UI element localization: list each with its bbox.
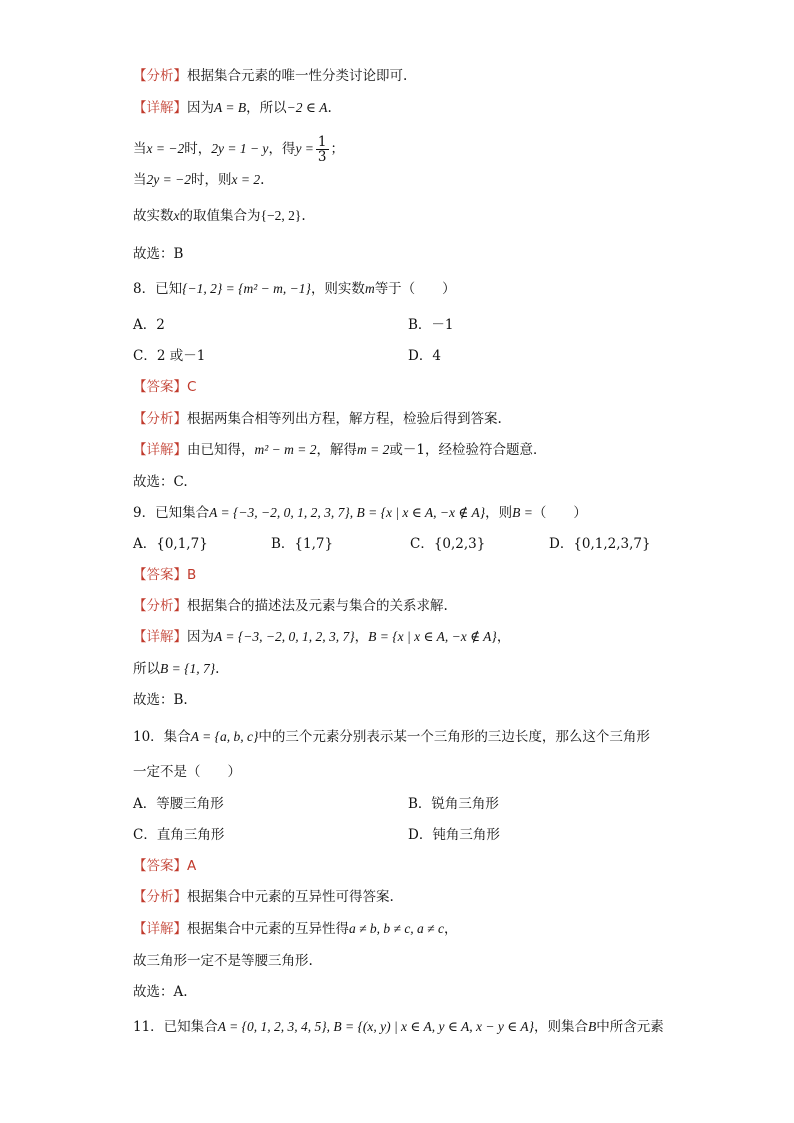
q8-analysis: 【分析】根据两集合相等列出方程，解方程，检验后得到答案. (133, 411, 502, 427)
analysis-tag: 【分析】 (133, 68, 187, 84)
q9-option-a: A．{0,1,7} (133, 536, 208, 552)
q9-option-c: C．{0,2,3} (410, 536, 486, 552)
q7-detail-3: 当2y = −2时，则x = 2. (133, 172, 265, 188)
q10-option-c: C．直角三角形 (133, 827, 225, 843)
answer-tag: 【答案】 (133, 567, 187, 583)
q9-detail: 【详解】因为A = {−3, −2, 0, 1, 2, 3, 7}，B = {x | x ∈ A, −x ∉ A}， (133, 629, 511, 645)
q7-detail-2: 当x = −2时，2y = 1 − y，得y = $\frac{1}{3}$ ； (133, 134, 345, 165)
detail-tag: 【详解】 (133, 921, 187, 937)
q7-analysis: 【分析】根据集合元素的唯一性分类讨论即可. (133, 68, 408, 84)
q8-option-a: A．2 (133, 317, 165, 333)
fraction: $\frac{1}{3}$ (317, 134, 327, 165)
q10-stem-line2: 一定不是（ ） (133, 764, 241, 780)
q8-choice: 故选：C. (133, 474, 188, 490)
q8-option-d: D．4 (408, 348, 441, 364)
analysis-tag: 【分析】 (133, 598, 187, 614)
q7-detail-4: 故实数x的取值集合为{−2, 2}. (133, 208, 306, 224)
q9-choice: 故选：B. (133, 692, 188, 708)
q10-option-a: A．等腰三角形 (133, 796, 224, 812)
answer-tag: 【答案】 (133, 379, 187, 395)
answer-tag: 【答案】 (133, 858, 187, 874)
detail-tag: 【详解】 (133, 442, 187, 458)
q10-choice: 故选：A. (133, 984, 188, 1000)
q8-option-b: B．－1 (408, 317, 454, 333)
detail-tag: 【详解】 (133, 100, 187, 116)
q10-answer: 【答案】A (133, 858, 197, 874)
q9-analysis: 【分析】根据集合的描述法及元素与集合的关系求解. (133, 598, 448, 614)
detail-tag: 【详解】 (133, 629, 187, 645)
q10-detail-2: 故三角形一定不是等腰三角形. (133, 953, 313, 969)
q10-stem: 10．集合A = {a, b, c}中的三个元素分别表示某一个三角形的三边长度，那么这个三角形 (133, 729, 650, 745)
q8-detail: 【详解】由已知得，m² − m = 2，解得m = 2或－1，经检验符合题意． (133, 442, 547, 458)
q8-option-c: C．2 或－1 (133, 348, 206, 364)
q7-detail-1: 【详解】因为A = B，所以−2 ∈ A. (133, 100, 332, 116)
q10-analysis: 【分析】根据集合中元素的互异性可得答案. (133, 889, 394, 905)
q9-answer: 【答案】B (133, 567, 197, 583)
q9-option-d: D．{0,1,2,3,7} (549, 536, 651, 552)
q9-detail-2: 所以B = {1, 7}. (133, 661, 220, 677)
q8-stem: 8．已知{−1, 2} = {m² − m, −1}，则实数m等于（ ） (133, 281, 456, 297)
q10-option-b: B．锐角三角形 (408, 796, 499, 812)
analysis-tag: 【分析】 (133, 411, 187, 427)
q8-answer: 【答案】C (133, 379, 197, 395)
q9-option-b: B．{1,7} (271, 536, 334, 552)
q10-option-d: D．钝角三角形 (408, 827, 500, 843)
analysis-tag: 【分析】 (133, 889, 187, 905)
q9-stem: 9．已知集合A = {−3, −2, 0, 1, 2, 3, 7}, B = {x | x ∈ A, −x ∉ A}，则B =（ ） (133, 505, 587, 521)
q10-detail: 【详解】根据集合中元素的互异性得a ≠ b, b ≠ c, a ≠ c， (133, 921, 458, 937)
q7-choice: 故选：B (133, 246, 184, 262)
q11-stem: 11．已知集合A = {0, 1, 2, 3, 4, 5}, B = {(x, y) | x ∈ A, y ∈ A, x − y ∈ A}，则集合B中所含元素 (133, 1019, 664, 1035)
